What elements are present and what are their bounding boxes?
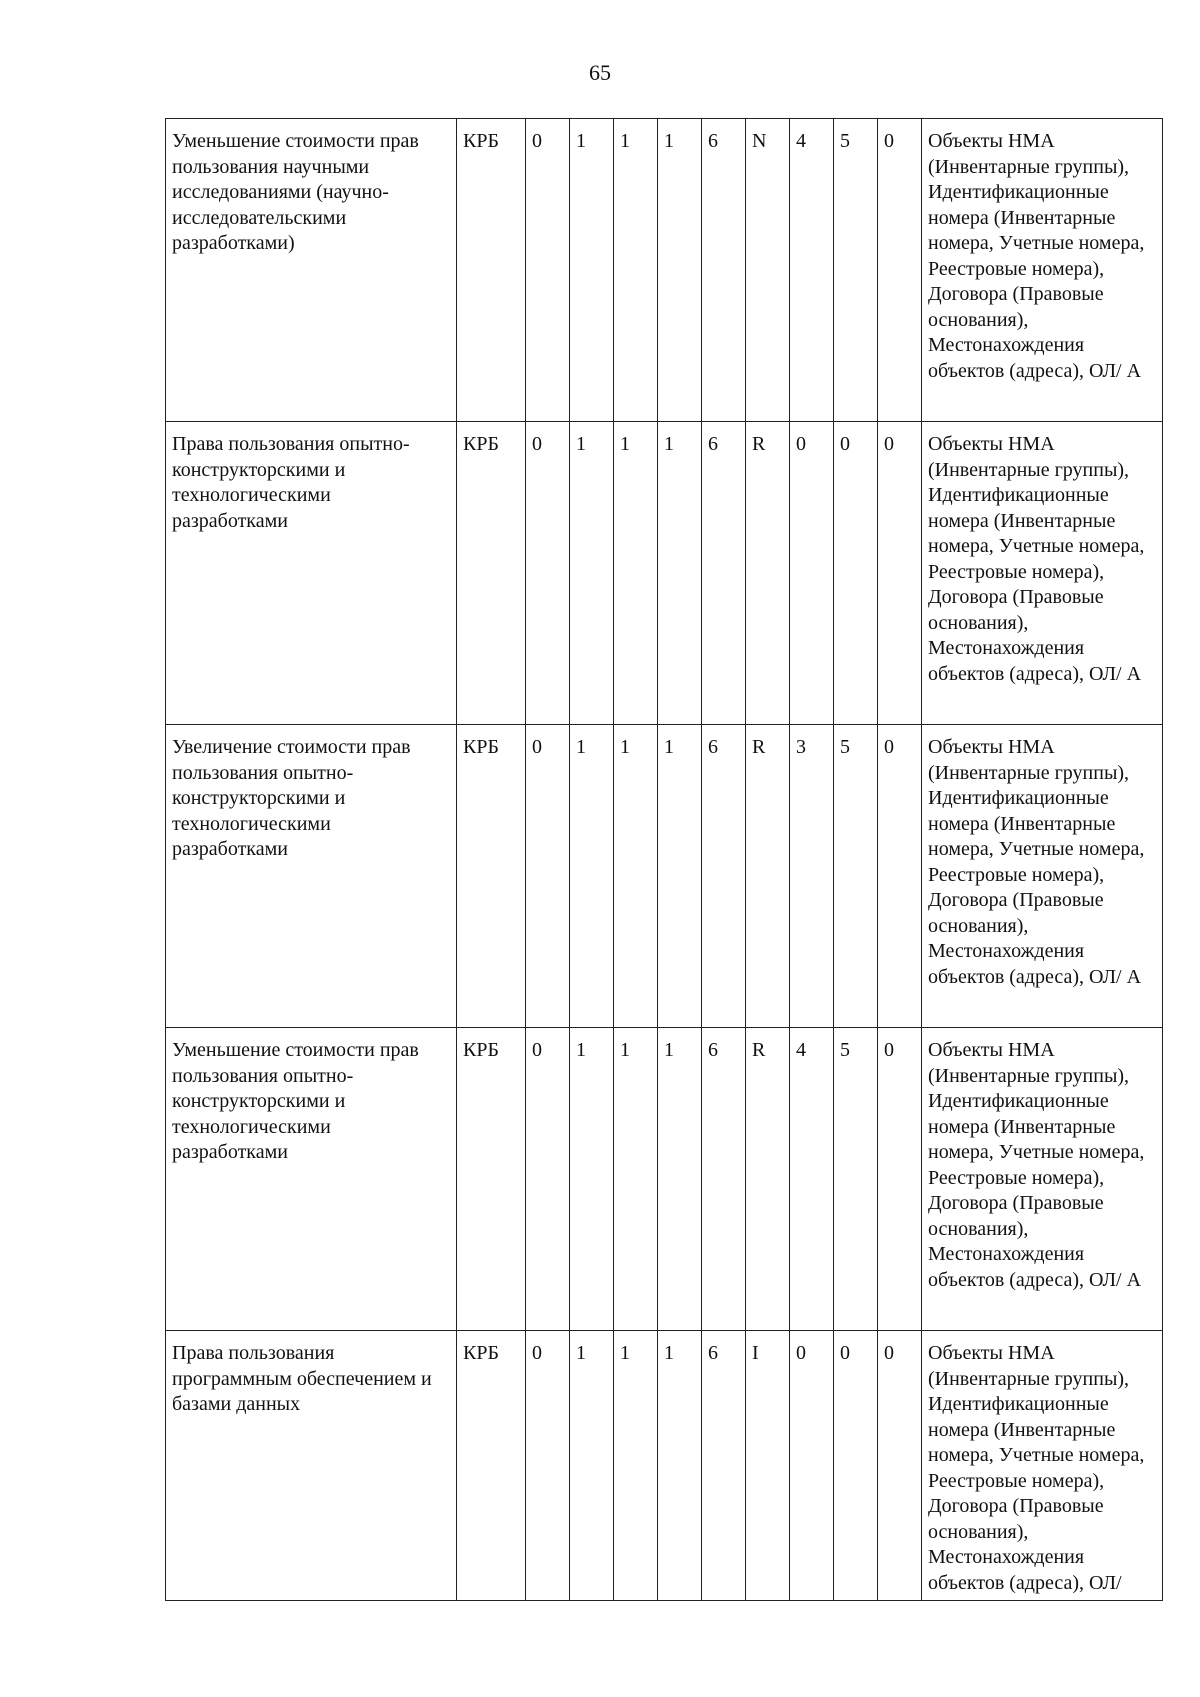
digit-cell: 0 bbox=[878, 725, 922, 1028]
digit-cell: R bbox=[746, 1028, 790, 1331]
digit-cell: R bbox=[746, 725, 790, 1028]
digit-cell: 6 bbox=[702, 1331, 746, 1601]
digit-cell: 1 bbox=[614, 422, 658, 725]
digit-cell: 1 bbox=[570, 1331, 614, 1601]
digit-cell: 5 bbox=[834, 1028, 878, 1331]
table-row bbox=[166, 119, 1163, 422]
digit-cell: 0 bbox=[790, 422, 834, 725]
digit-cell: 1 bbox=[614, 725, 658, 1028]
page-number: 65 bbox=[589, 60, 611, 85]
digit-cell: 0 bbox=[526, 119, 570, 422]
analytics-objects-cell: Объекты НМА (Инвентарные группы), Идентификационные номера (Инвентарные номера, Учетные номера, Реестровые номера), Договора (Правовые основания), Местонахождения объектов (адреса), ОЛ/ bbox=[922, 1331, 1163, 1601]
digit-cell: 0 bbox=[834, 1331, 878, 1601]
digit-cell: N bbox=[746, 119, 790, 422]
account-name-cell: Увеличение стоимости прав пользования опытно-конструкторскими и технологическими разработками bbox=[166, 725, 457, 1028]
digit-cell: 6 bbox=[702, 422, 746, 725]
analytics-objects-cell: Объекты НМА (Инвентарные группы), Идентификационные номера (Инвентарные номера, Учетные номера, Реестровые номера), Договора (Правовые основания), Местонахождения объектов (адреса), ОЛ/ А bbox=[922, 1028, 1163, 1331]
account-name-cell: Уменьшение стоимости прав пользования опытно-конструкторскими и технологическими разработками bbox=[166, 1028, 457, 1331]
analytics-objects-cell: Объекты НМА (Инвентарные группы), Идентификационные номера (Инвентарные номера, Учетные номера, Реестровые номера), Договора (Правовые основания), Местонахождения объектов (адреса), ОЛ/ А bbox=[922, 725, 1163, 1028]
digit-cell: 0 bbox=[526, 1028, 570, 1331]
table-row bbox=[166, 725, 1163, 1028]
digit-cell: 1 bbox=[658, 119, 702, 422]
code-cell: КРБ bbox=[457, 119, 526, 422]
digit-cell: 1 bbox=[614, 1028, 658, 1331]
table-row bbox=[166, 1331, 1163, 1601]
digit-cell: 0 bbox=[878, 1028, 922, 1331]
account-name-cell: Уменьшение стоимости прав пользования научными исследованиями (научно-исследовательскими разработками) bbox=[166, 119, 457, 422]
digit-cell: 5 bbox=[834, 119, 878, 422]
code-cell: КРБ bbox=[457, 725, 526, 1028]
digit-cell: 0 bbox=[526, 1331, 570, 1601]
digit-cell: 1 bbox=[570, 422, 614, 725]
digit-cell: 1 bbox=[658, 422, 702, 725]
digit-cell: 6 bbox=[702, 1028, 746, 1331]
analytics-objects-cell: Объекты НМА (Инвентарные группы), Идентификационные номера (Инвентарные номера, Учетные номера, Реестровые номера), Договора (Правовые основания), Местонахождения объектов (адреса), ОЛ/ А bbox=[922, 119, 1163, 422]
digit-cell: 0 bbox=[834, 422, 878, 725]
accounts-table bbox=[165, 118, 1163, 1601]
digit-cell: 0 bbox=[878, 119, 922, 422]
digit-cell: 0 bbox=[878, 1331, 922, 1601]
digit-cell: 4 bbox=[790, 1028, 834, 1331]
digit-cell: 5 bbox=[834, 725, 878, 1028]
digit-cell: R bbox=[746, 422, 790, 725]
digit-cell: 1 bbox=[570, 119, 614, 422]
digit-cell: I bbox=[746, 1331, 790, 1601]
digit-cell: 1 bbox=[570, 1028, 614, 1331]
digit-cell: 0 bbox=[878, 422, 922, 725]
digit-cell: 0 bbox=[526, 422, 570, 725]
digit-cell: 3 bbox=[790, 725, 834, 1028]
digit-cell: 1 bbox=[658, 1028, 702, 1331]
account-name-cell: Права пользования программным обеспечением и базами данных bbox=[166, 1331, 457, 1601]
table-row bbox=[166, 422, 1163, 725]
analytics-objects-cell: Объекты НМА (Инвентарные группы), Идентификационные номера (Инвентарные номера, Учетные номера, Реестровые номера), Договора (Правовые основания), Местонахождения объектов (адреса), ОЛ/ А bbox=[922, 422, 1163, 725]
code-cell: КРБ bbox=[457, 422, 526, 725]
digit-cell: 6 bbox=[702, 119, 746, 422]
digit-cell: 1 bbox=[614, 119, 658, 422]
digit-cell: 1 bbox=[570, 725, 614, 1028]
digit-cell: 1 bbox=[658, 725, 702, 1028]
digit-cell: 1 bbox=[658, 1331, 702, 1601]
digit-cell: 0 bbox=[526, 725, 570, 1028]
code-cell: КРБ bbox=[457, 1028, 526, 1331]
digit-cell: 6 bbox=[702, 725, 746, 1028]
digit-cell: 0 bbox=[790, 1331, 834, 1601]
code-cell: КРБ bbox=[457, 1331, 526, 1601]
digit-cell: 4 bbox=[790, 119, 834, 422]
account-name-cell: Права пользования опытно-конструкторскими и технологическими разработками bbox=[166, 422, 457, 725]
digit-cell: 1 bbox=[614, 1331, 658, 1601]
table-row bbox=[166, 1028, 1163, 1331]
